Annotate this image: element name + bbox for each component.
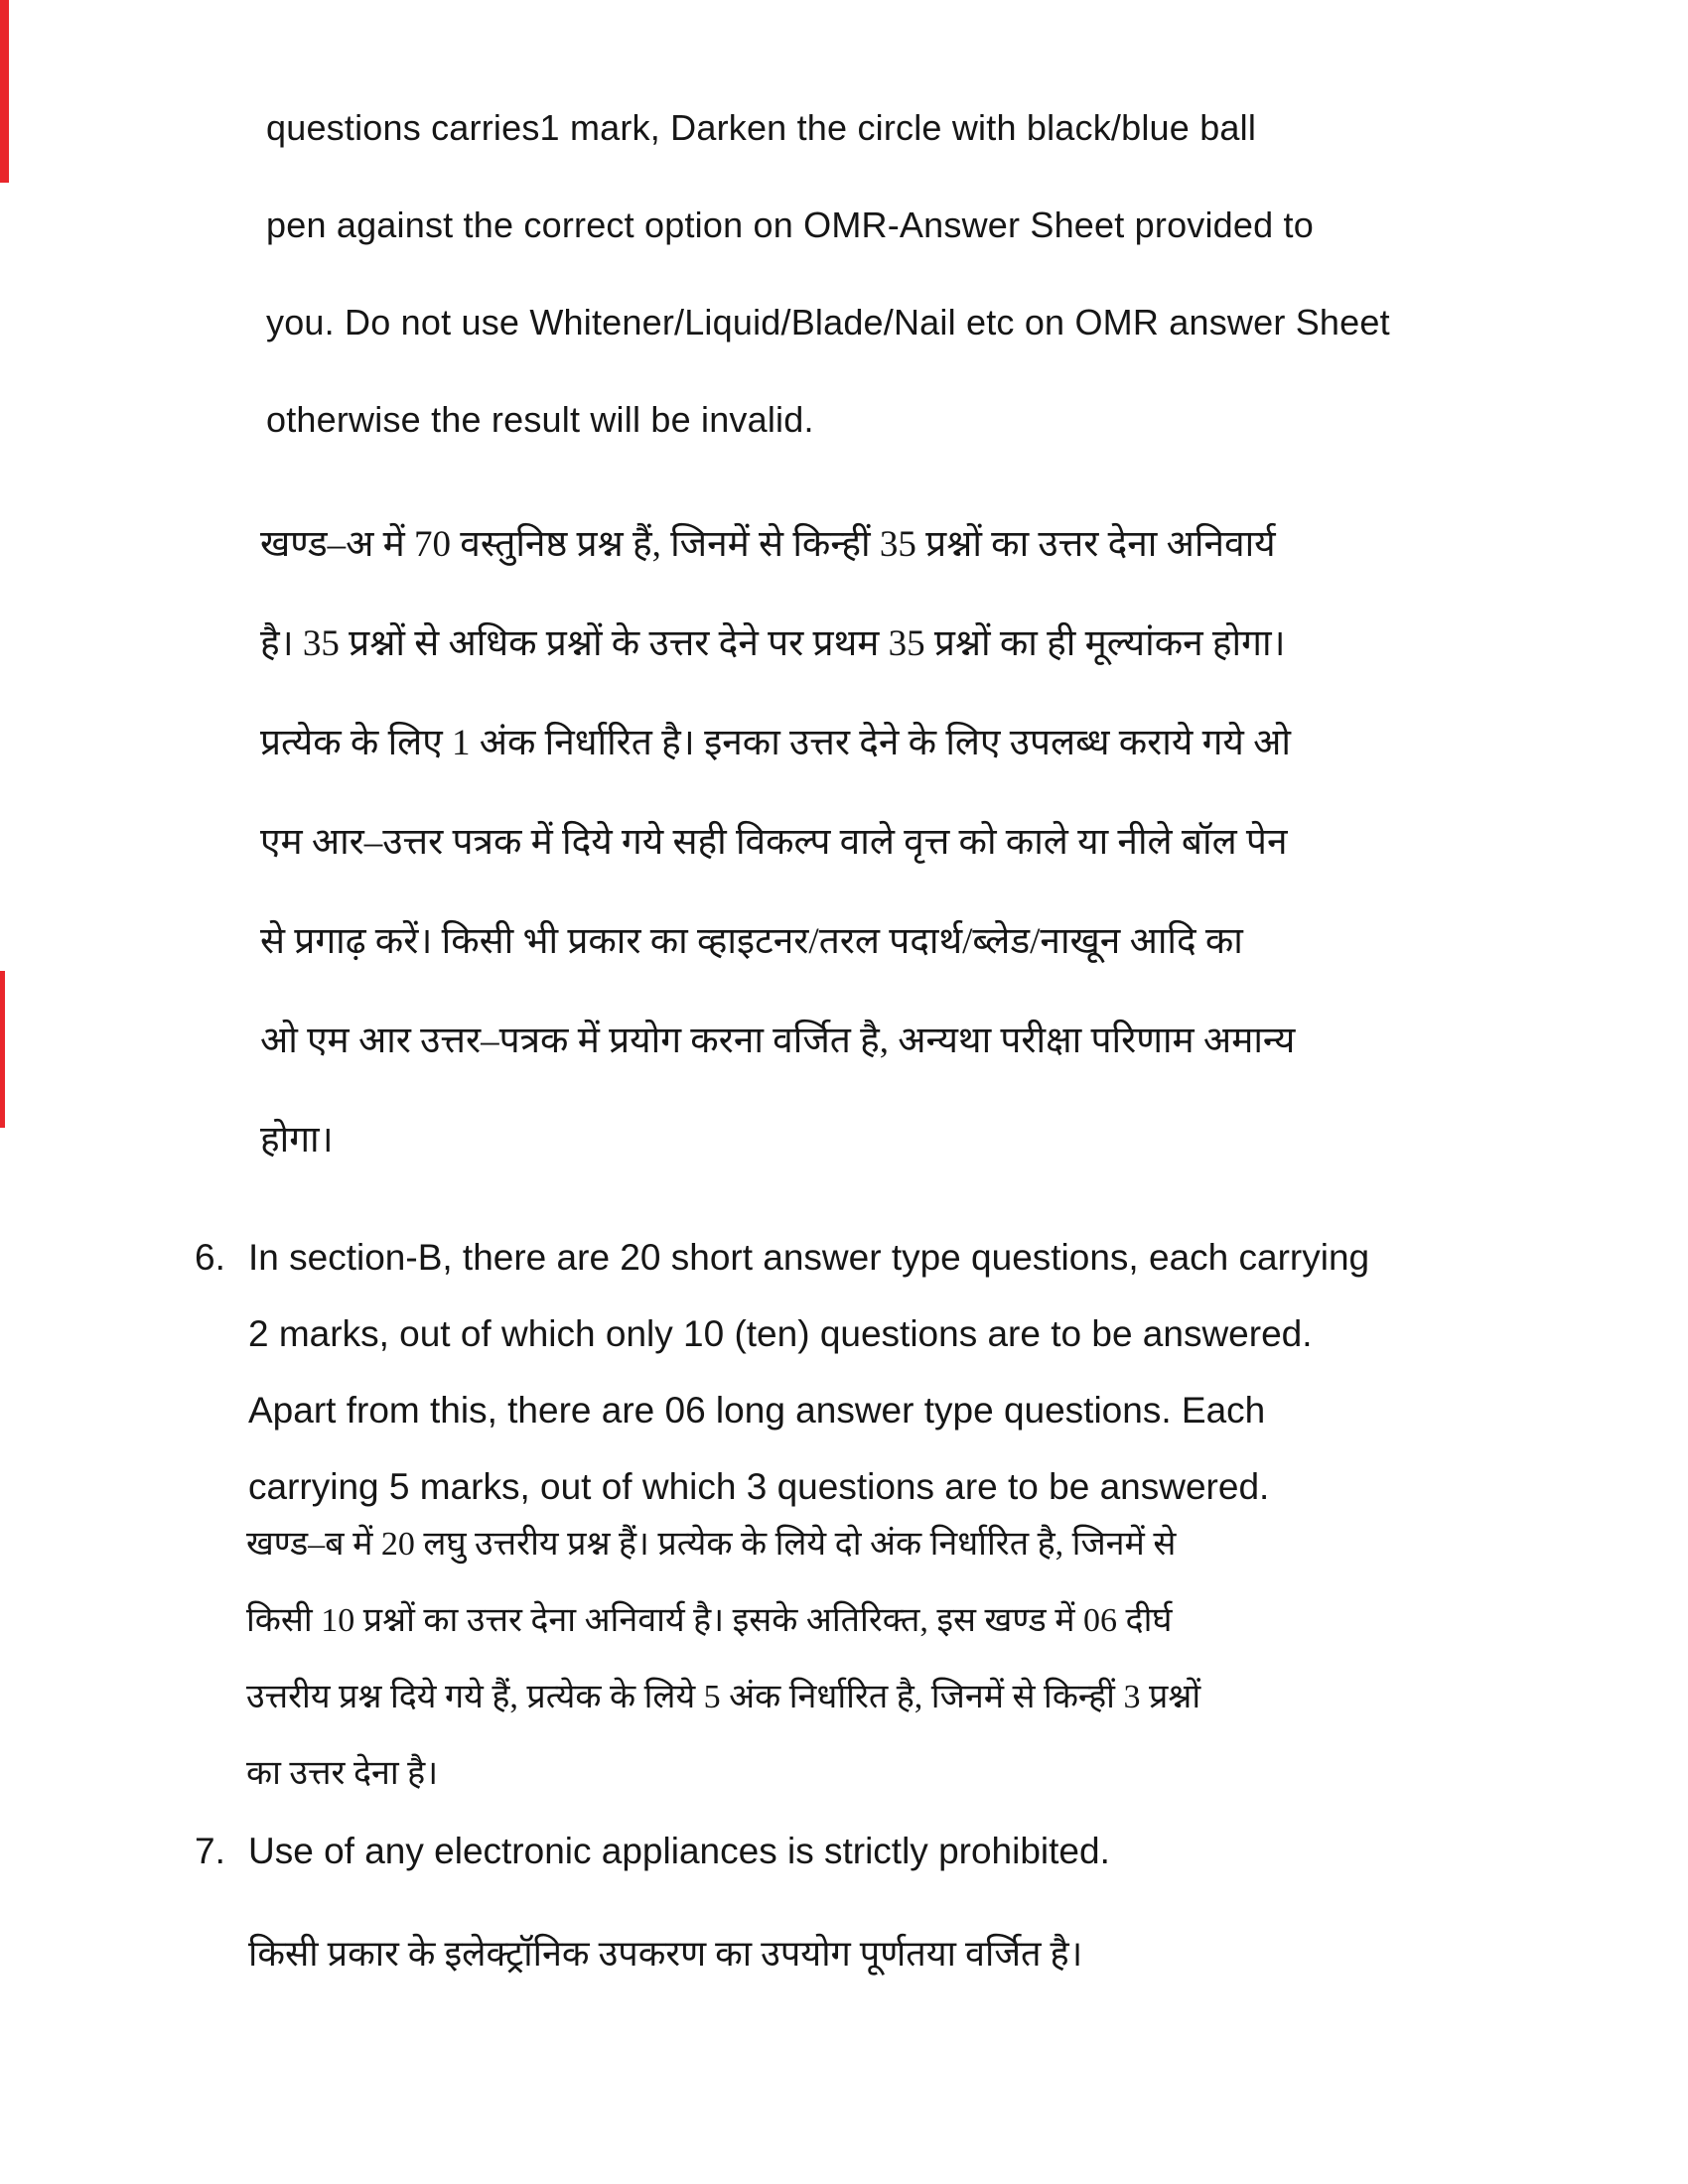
text-line: से प्रगाढ़ करें। किसी भी प्रकार का व्हाइटनर/तरल पदार्थ/ब्लेड/नाखून आदि का: [260, 920, 1243, 962]
text-line: carrying 5 marks, out of which 3 questions are to be answered.: [248, 1465, 1270, 1507]
text-line: otherwise the result will be invalid.: [266, 399, 814, 440]
instruction-7-number: 7.: [195, 1831, 225, 1871]
instruction-5-hindi-paragraph: [260, 491, 1295, 1186]
instruction-7-english-paragraph: [248, 1825, 1110, 1878]
text-line: questions carries1 mark, Darken the circle with black/blue ball: [266, 107, 1257, 148]
text-line: किसी प्रकार के इलेक्ट्रॉनिक उपकरण का उपयोग पूर्णतया वर्जित है।: [248, 1933, 1083, 1974]
text-line: एम आर–उत्तर पत्रक में दिये गये सही विकल्प वाले वृत्त को काले या नीले बॉल पेन: [260, 821, 1288, 863]
text-line: होगा।: [260, 1119, 334, 1160]
text-line: 2 marks, out of which only 10 (ten) questions are to be answered.: [248, 1312, 1313, 1354]
text-line: किसी 10 प्रश्नों का उत्तर देना अनिवार्य है। इसके अतिरिक्त, इस खण्ड में 06 दीर्घ: [246, 1601, 1173, 1639]
text-line: you. Do not use Whitener/Liquid/Blade/Nail etc on OMR answer Sheet: [266, 302, 1390, 342]
instruction-6-hindi-paragraph: [246, 1503, 1200, 1809]
text-line: Use of any electronic appliances is strictly prohibited.: [248, 1831, 1110, 1871]
text-line: खण्ड–अ में 70 वस्तुनिष्ठ प्रश्न हैं, जिनमें से किन्हीं 35 प्रश्नों का उत्तर देना अनिवार्य: [260, 523, 1276, 565]
instruction-7-hindi-paragraph: [248, 1924, 1082, 1979]
text-line: प्रत्येक के लिए 1 अंक निर्धारित है। इनका उत्तर देने के लिए उपलब्ध कराये गये ओ: [260, 722, 1291, 763]
scan-edge-artifact-middle: [0, 971, 5, 1128]
text-line: का उत्तर देना है।: [246, 1754, 439, 1792]
instruction-6-number: 6.: [195, 1236, 225, 1278]
text-line: ओ एम आर उत्तर–पत्रक में प्रयोग करना वर्जित है, अन्यथा परीक्षा परिणाम अमान्य: [260, 1020, 1296, 1061]
text-line: उत्तरीय प्रश्न दिये गये हैं, प्रत्येक के लिये 5 अंक निर्धारित है, जिनमें से किन्हीं 3 प्रश्नों: [246, 1678, 1201, 1715]
text-line: pen against the correct option on OMR-Answer Sheet provided to: [266, 205, 1314, 245]
text-line: खण्ड–ब में 20 लघु उत्तरीय प्रश्न हैं। प्रत्येक के लिये दो अंक निर्धारित है, जिनमें से: [246, 1525, 1177, 1563]
text-line: In section-B, there are 20 short answer type questions, each carrying: [248, 1236, 1370, 1278]
text-line: है। 35 प्रश्नों से अधिक प्रश्नों के उत्तर देने पर प्रथम 35 प्रश्नों का ही मूल्यांकन होगा।: [260, 622, 1286, 664]
instruction-5-english-paragraph: [266, 79, 1390, 469]
instruction-6-english-paragraph: [248, 1219, 1369, 1525]
scan-edge-artifact-top: [0, 0, 9, 183]
text-line: Apart from this, there are 06 long answer type questions. Each: [248, 1389, 1266, 1431]
